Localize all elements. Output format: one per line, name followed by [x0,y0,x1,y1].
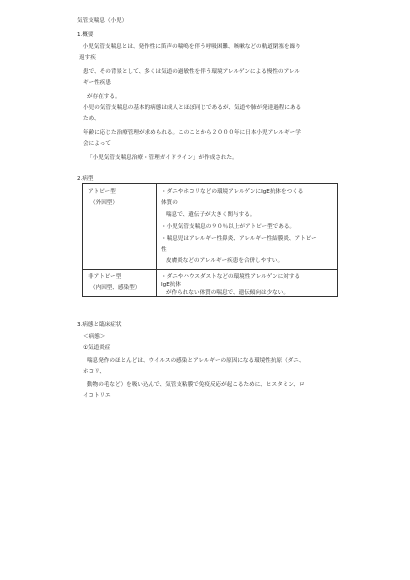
pathology-line: 喘息発作のほとんどは、ウイルスの感染とアレルギーの原因になる環境性抗原（ダニ、 [87,358,305,364]
overview-line: 患で、その背景として、多くは気道の過敏性を伴う環境アレルゲンによる慢性のアレル [83,69,300,75]
overview-line: 「小児気管支喘息治療・管理ガイドライン」が作成された。 [87,155,238,161]
disease-type-table [82,183,338,297]
table-cell-desc: ・小児気管支喘息の９０％以上がアトピー型である。 [161,224,296,230]
table-row-divider [83,269,337,270]
table-cell-desc: ・ダニやホコリなどの環境アレルゲンにIgE抗体をつくる [161,189,304,195]
table-cell-desc: ・ダニやハウスダストなどの環境性アレルゲンに対する [161,274,301,280]
overview-line: ため、 [83,116,100,122]
pathology-line: ＜病態＞ [83,334,106,340]
section-heading-type: 2.病型 [77,176,94,182]
section-heading-pathology: 3.病態と臨床症状 [77,322,122,328]
overview-line: ギー性疾患 [83,80,111,86]
document-title: 気管支喘息（小児） [77,18,128,24]
table-cell-desc: IgE抗体 [161,282,181,288]
pathology-line: ホコリ、 [83,369,106,375]
table-cell-type: アトピー型 [88,189,116,195]
table-cell-desc: 喘息で、遺伝子が大きく関与する。 [166,212,256,218]
table-column-divider [156,184,157,296]
overview-line: 会によって [83,141,111,147]
section-heading-overview: 1.概要 [77,32,94,38]
table-cell-desc: が作られない体質の喘息で、遺伝傾向は少ない。 [166,290,289,296]
overview-line: 小児の気管支喘息の基本的病態は成人とほぼ同じであるが、気道や肺が発達過程にある [83,105,302,111]
table-cell-desc: 皮膚炎などのアレルギー疾患を合併しやすい。 [166,258,284,264]
overview-line: 小児気管支喘息とは、発作性に笛声の喘鳴を伴う呼吸困難、咳嗽などの軌道閉塞を繰り [77,44,301,50]
pathology-line: ①気道炎症 [83,345,111,351]
table-cell-desc: 体質の [161,200,178,206]
table-cell-type: （内因型、感染型） [90,285,141,291]
overview-line: 返す疾 [79,55,96,61]
overview-line: が存在する。 [87,94,121,100]
table-cell-desc: 性 [161,247,167,253]
table-cell-desc: ・喘息児はアレルギー性鼻炎、アレルギー性結膜炎、アトピー [161,236,317,242]
overview-line: 年齢に応じた治療管理が求められる。このことから２０００年に日本小児アレルギー学 [83,130,301,136]
pathology-line: 動物の毛など）を吸い込んで、気管支粘膜で免疫反応が起こるために、ヒスタミン、ロ [87,382,305,388]
pathology-line: イコトリエ [83,393,111,399]
table-cell-type: 非アトピー型 [88,274,122,280]
table-cell-type: （外因型） [90,200,118,206]
